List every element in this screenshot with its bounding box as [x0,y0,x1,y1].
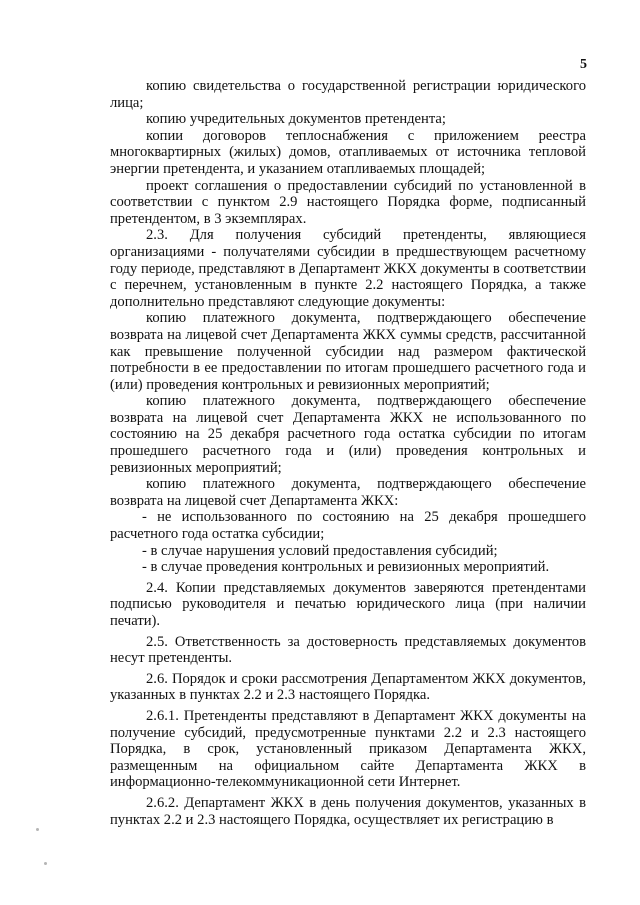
paragraph-section-2-5: 2.5. Ответственность за достоверность представляемых документов несут претенденты. [110,633,586,667]
paragraph-section-2-3: 2.3. Для получения субсидий претенденты, являющиеся организациями - получателями субсидии в предшествующем расчетному году периоде, представляют в Департамент ЖКХ документы в соответствии с перечнем, установленным в пункте 2.2 настоящего Порядка, а также дополнительно представляют следующие документы: [110,227,586,310]
paragraph-payment-doc-unused: копию платежного документа, подтверждающего обеспечение возврата на лицевой счет Департамента ЖКХ не использованного по состоянию на 25 декабря расчетного года остатка субсидии по итогам прошедшего расчетного года и (или) проведения контрольных и ревизионных мероприятий; [110,393,586,476]
list-item-violation: - в случае нарушения условий предоставления субсидий; [142,542,498,559]
list-item-audit: - в случае проведения контрольных и ревизионных мероприятий. [142,559,550,576]
paragraph-founding-documents: копию учредительных документов претендента; [146,111,446,128]
scan-speck [36,828,39,831]
scan-speck [44,862,47,865]
list-item-unused-balance: - не использованного по состоянию на 25 декабря прошедшего расчетного года остатка субсидии; [110,509,586,543]
paragraph-payment-doc-return: копию платежного документа, подтверждающего обеспечение возврата на лицевой счет Департамента ЖКХ: [110,476,586,509]
document-body [110,78,586,828]
paragraph-section-2-4: 2.4. Копии представляемых документов заверяются претендентами подписью руководителя и печатью юридического лица (при наличии печати). [110,579,586,629]
paragraph-heat-supply-contracts: копии договоров теплоснабжения с приложением реестра многоквартирных (жилых) домов, отапливаемых от источника тепловой энергии претендента, и указанием отапливаемых площадей; [110,127,586,177]
paragraph-payment-doc-excess: копию платежного документа, подтверждающего обеспечение возврата на лицевой счет Департамента ЖКХ суммы средств, рассчитанной как превышение полученной субсидии над размером фактической потребности в ее предоставлении по итогам прошедшего расчетного года и (или) проведения контрольных и ревизионных мероприятий; [110,310,586,393]
page-number: 5 [580,57,587,72]
paragraph-section-2-6-1: 2.6.1. Претенденты представляют в Департамент ЖКХ документы на получение субсидий, предусмотренные пунктами 2.2 и 2.3 настоящего Порядка, в срок, установленный приказом Департамента ЖКХ, размещенным на официальном сайте Департамента ЖКХ в информационно-телекоммуникационной сети Интернет. [110,707,586,791]
paragraph-section-2-6-2: 2.6.2. Департамент ЖКХ в день получения документов, указанных в пунктах 2.2 и 2.3 настоящего Порядка, осуществляет их регистрацию в [110,794,586,828]
paragraph-agreement-draft: проект соглашения о предоставлении субсидий по установленной в соответствии с пунктом 2.9 настоящего Порядка форме, подписанный претендентом, в 3 экземплярах. [110,177,586,227]
paragraph-section-2-6: 2.6. Порядок и сроки рассмотрения Департаментом ЖКХ документов, указанных в пунктах 2.2 и 2.3 настоящего Порядка. [110,670,586,704]
paragraph-certificate-copy: копию свидетельства о государственной регистрации юридического лица; [110,78,586,111]
